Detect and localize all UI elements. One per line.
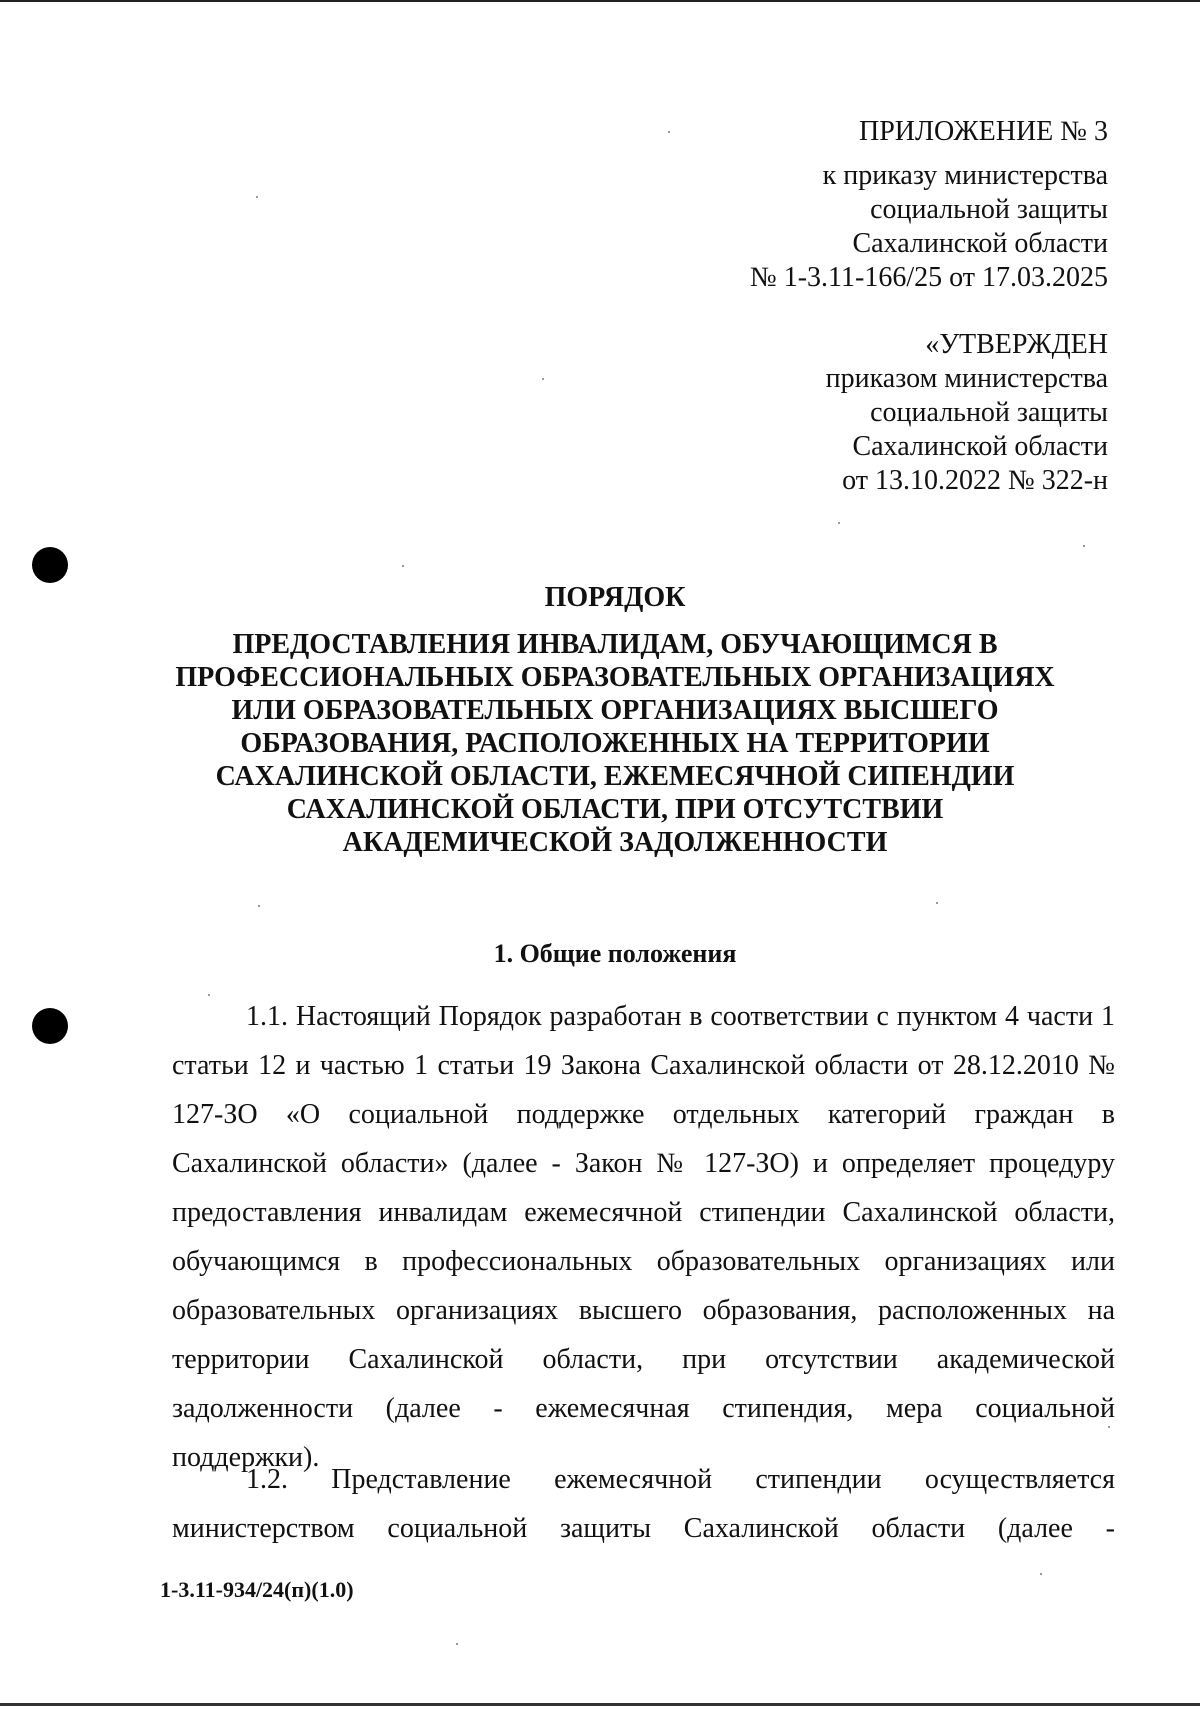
approved-line: Сахалинской области (852, 431, 1108, 462)
paragraph-line: территории Сахалинской области, при отсутствии академической (172, 1344, 1115, 1375)
appendix-order-ref: № 1-3.11-166/25 от 17.03.2025 (750, 262, 1108, 293)
scan-speck (668, 131, 670, 133)
approved-heading: «УТВЕРЖДЕН (925, 329, 1108, 360)
scan-speck (542, 378, 544, 380)
approved-line: социальной защиты (870, 397, 1108, 428)
appendix-header (750, 115, 1108, 295)
document-title: ПОРЯДОК (544, 582, 686, 613)
document-code: 1-3.11-934/24(п)(1.0) (160, 1577, 354, 1602)
bottom-edge-line (0, 1703, 1200, 1706)
paragraph-line: образовательных организациях высшего образования, расположенных на (172, 1295, 1115, 1326)
subtitle-line: АКАДЕМИЧЕСКОЙ ЗАДОЛЖЕННОСТИ (342, 827, 888, 858)
paragraph-line: 1.2. Представление ежемесячной стипендии осуществляется (246, 1464, 1115, 1495)
subtitle-line: САХАЛИНСКОЙ ОБЛАСТИ, ЕЖЕМЕСЯЧНОЙ СИПЕНДИИ (215, 761, 1015, 792)
paragraph-line: статьи 12 и частью 1 статьи 19 Закона Сахалинской области от 28.12.2010 № (172, 1050, 1115, 1081)
punch-hole-mark (32, 547, 68, 583)
paragraph-line: задолженности (далее - ежемесячная стипендия, мера социальной (172, 1393, 1115, 1424)
paragraph-line: 1.1. Настоящий Порядок разработан в соответствии с пунктом 4 части 1 (246, 1001, 1115, 1032)
scan-speck (838, 522, 840, 524)
subtitle-line: САХАЛИНСКОЙ ОБЛАСТИ, ПРИ ОТСУТСТВИИ (286, 794, 944, 825)
scan-speck (936, 902, 938, 904)
paragraph-1-1 (172, 992, 1115, 1482)
scan-speck (1040, 1573, 1042, 1575)
scan-speck (456, 1643, 458, 1645)
paragraph-line: предоставления инвалидам ежемесячной стипендии Сахалинской области, (172, 1197, 1115, 1228)
subtitle-line: ИЛИ ОБРАЗОВАТЕЛЬНЫХ ОРГАНИЗАЦИЯХ ВЫСШЕГО (231, 695, 999, 726)
scan-speck (258, 905, 260, 907)
scan-speck (402, 565, 404, 567)
appendix-line: Сахалинской области (852, 228, 1108, 259)
punch-hole-mark (32, 1008, 68, 1044)
paragraph-line: 127-ЗО «О социальной поддержке отдельных категорий граждан в (172, 1099, 1115, 1130)
paragraph-1-2 (172, 1455, 1115, 1553)
section-heading: 1. Общие положения (493, 939, 737, 968)
subtitle-line: ПРЕДОСТАВЛЕНИЯ ИНВАЛИДАМ, ОБУЧАЮЩИМСЯ В (232, 629, 998, 660)
paragraph-line: поддержки). (172, 1442, 320, 1473)
paragraph-line: Сахалинской области» (далее - Закон № 127-ЗО) и определяет процедуру (172, 1148, 1115, 1179)
approval-stamp-text (826, 328, 1108, 498)
paragraph-line: обучающимся в профессиональных образовательных организациях или (172, 1246, 1115, 1277)
subtitle-line: ПРОФЕССИОНАЛЬНЫХ ОБРАЗОВАТЕЛЬНЫХ ОРГАНИЗАЦИЯХ (175, 662, 1055, 693)
scan-speck (256, 196, 258, 198)
paragraph-line: министерством социальной защиты Сахалинской области (далее - (172, 1513, 1115, 1544)
scan-speck (1083, 545, 1085, 547)
appendix-line: к приказу министерства (822, 160, 1108, 191)
appendix-line: социальной защиты (870, 194, 1108, 225)
document-subtitle (150, 628, 1080, 859)
approved-order-ref: от 13.10.2022 № 322-н (842, 465, 1108, 496)
top-edge-line (0, 0, 1200, 2)
approved-line: приказом министерства (825, 363, 1108, 394)
subtitle-line: ОБРАЗОВАНИЯ, РАСПОЛОЖЕННЫХ НА ТЕРРИТОРИИ (240, 728, 990, 759)
appendix-number: ПРИЛОЖЕНИЕ № 3 (859, 116, 1108, 147)
